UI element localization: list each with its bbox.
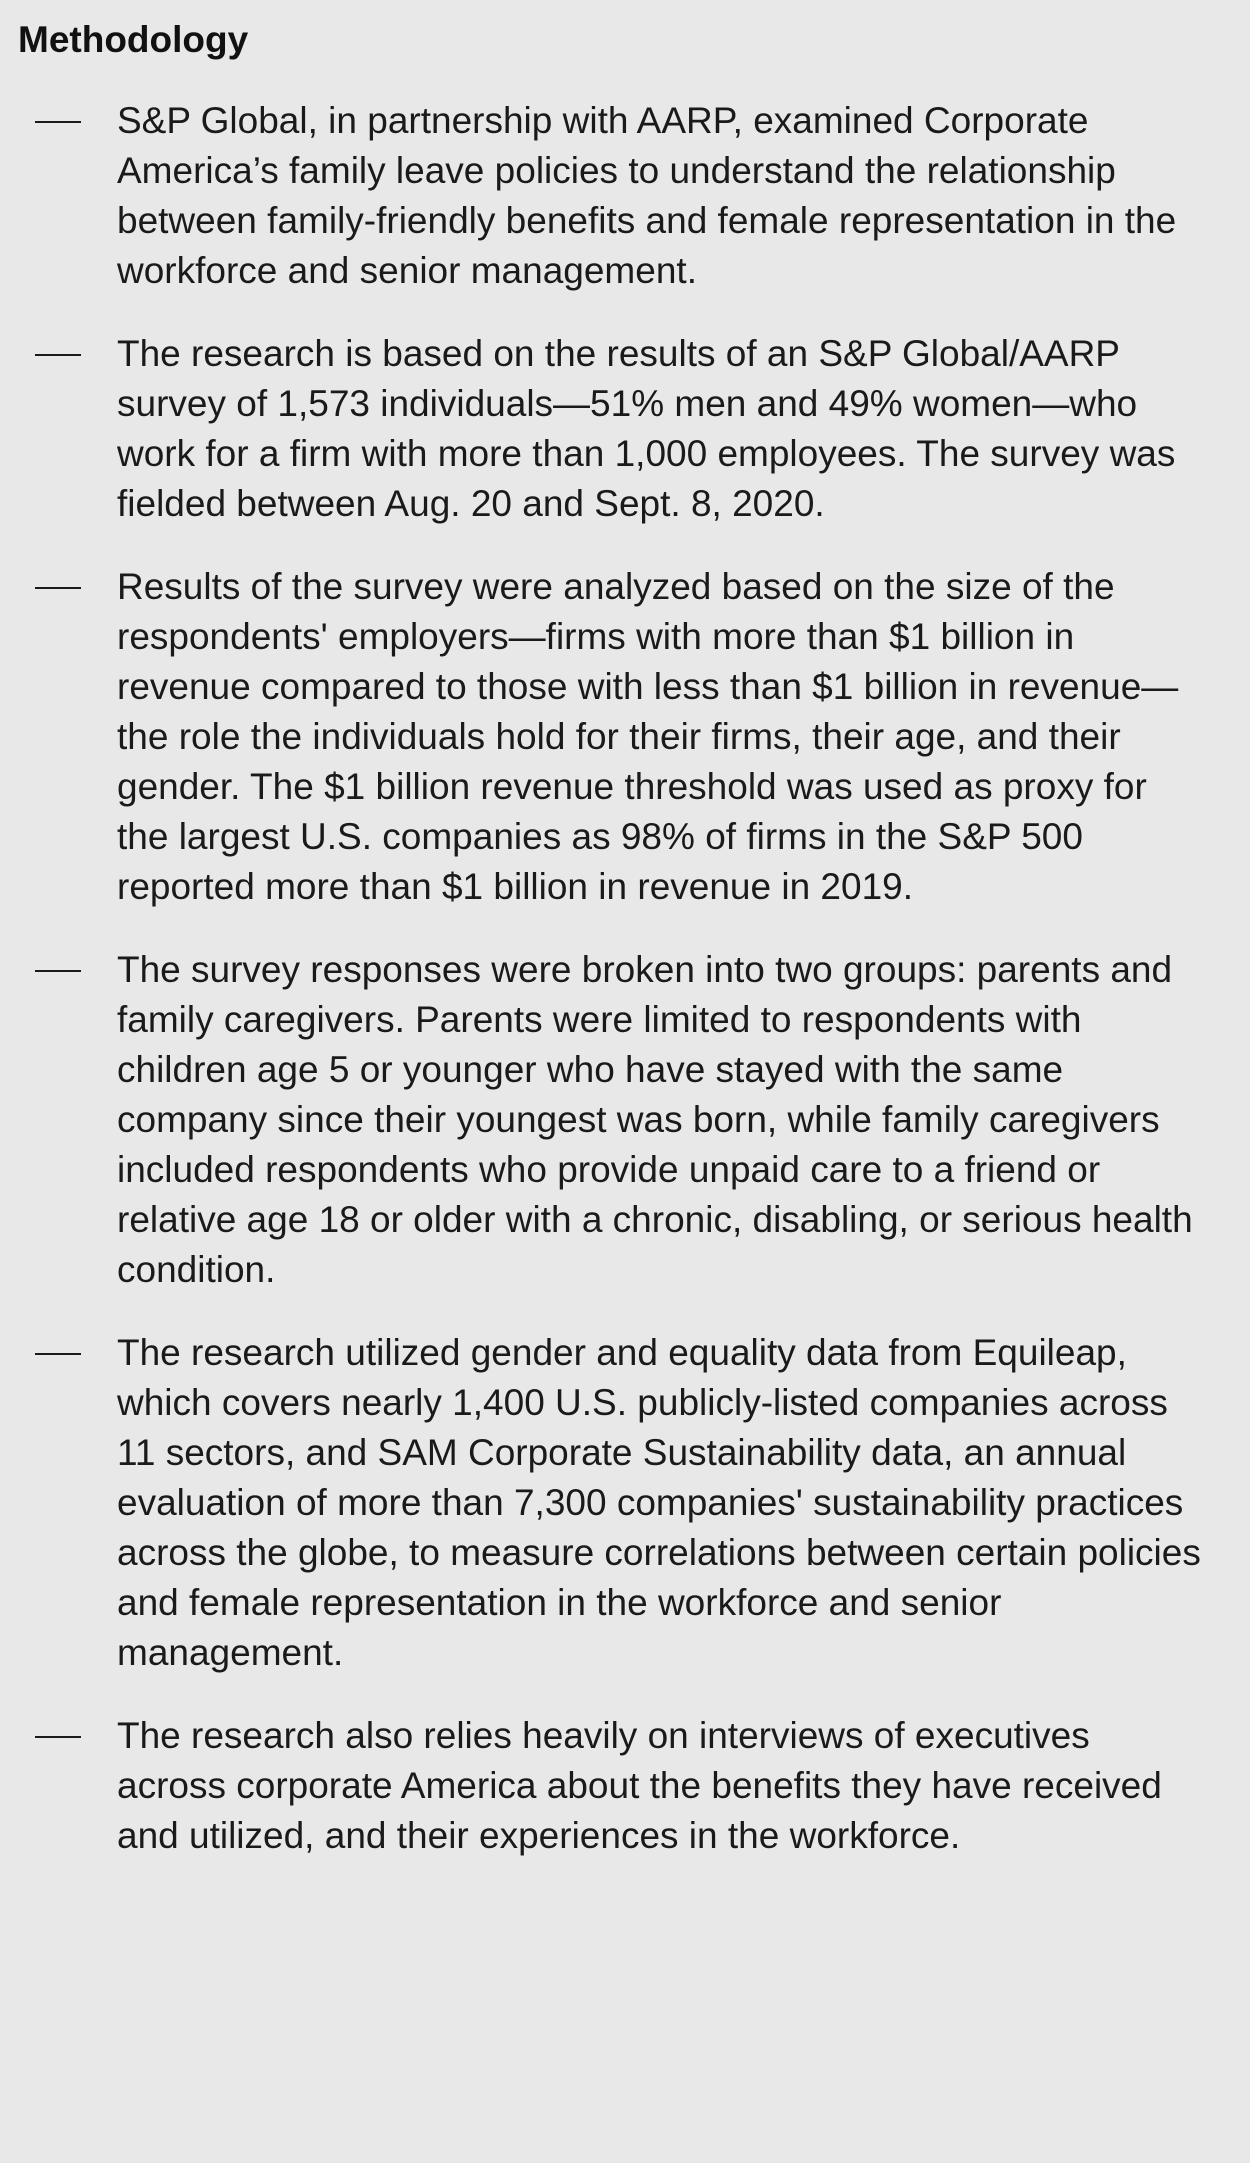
list-item: [0, 1328, 1250, 1678]
list-item: [0, 1711, 1250, 1861]
list-item-text: The research utilized gender and equality data from Equileap, which covers nearly 1,400 U.S. publicly-listed companies across 11 sectors, and SAM Corporate Sustainability data, an annual evaluation of more than 7,300 companies' sustainability practices across the globe, to measure correlations between certain policies and female representation in the workforce and senior management.: [117, 1332, 1201, 1673]
methodology-heading: Methodology: [18, 19, 249, 60]
list-item-text: S&P Global, in partnership with AARP, examined Corporate America’s family leave policies to understand the relationship between family-friendly benefits and female representation in the workforce and senior management.: [117, 100, 1177, 291]
dash-bullet-icon: [35, 562, 83, 612]
methodology-list: [0, 96, 1250, 1861]
list-item-text: The survey responses were broken into two groups: parents and family caregivers. Parents were limited to respondents with children age 5 or younger who have stayed with the same company since their youngest was born, while family caregivers included respondents who provide unpaid care to a friend or relative age 18 or older with a chronic, disabling, or serious health condition.: [117, 949, 1193, 1290]
list-item: [0, 96, 1250, 296]
list-item: [0, 945, 1250, 1295]
list-item: [0, 562, 1250, 912]
dash-bullet-icon: [35, 96, 83, 146]
list-item: [0, 329, 1250, 529]
dash-bullet-icon: [35, 329, 83, 379]
dash-bullet-icon: [35, 945, 83, 995]
list-item-text: The research also relies heavily on interviews of executives across corporate America about the benefits they have received and utilized, and their experiences in the workforce.: [117, 1715, 1162, 1856]
dash-bullet-icon: [35, 1711, 83, 1761]
dash-bullet-icon: [35, 1328, 83, 1378]
list-item-text: The research is based on the results of an S&P Global/AARP survey of 1,573 individuals—51% men and 49% women—who work for a firm with more than 1,000 employees. The survey was fielded between Aug. 20 and Sept. 8, 2020.: [117, 333, 1176, 524]
list-item-text: Results of the survey were analyzed based on the size of the respondents' employers—firms with more than $1 billion in revenue compared to those with less than $1 billion in revenue—the role the individuals hold for their firms, their age, and their gender. The $1 billion revenue threshold was used as proxy for the largest U.S. companies as 98% of firms in the S&P 500 reported more than $1 billion in revenue in 2019.: [117, 566, 1179, 907]
